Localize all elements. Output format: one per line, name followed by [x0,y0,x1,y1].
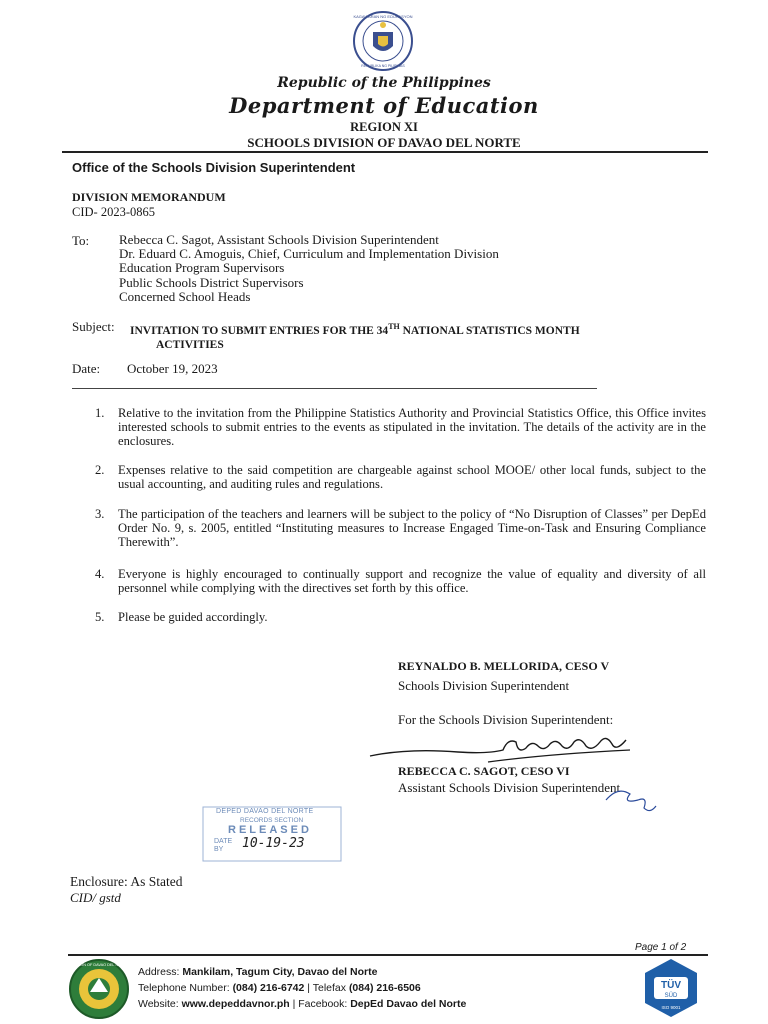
paragraph-number: 4. [95,567,105,581]
stamp-date: 10-19-23 [242,836,305,851]
stamp-status: RELEASED [228,824,312,836]
recipient-item: Education Program Supervisors [119,260,285,276]
recipient-list [119,233,499,304]
website-label: Website: [138,998,182,1010]
tuv-certification-icon [640,957,702,1019]
stamp-labels [214,838,232,854]
stamp-line1: DEPED DAVAO DEL NORTE [216,808,314,815]
paragraph-text: The participation of the teachers and learners will be subject to the policy of “No Disruption of Classes” per DepEd Order No. 9, s. 2005, entitled “Instituting measures to Increase Engaged Time-on-Task and Ensuring Compliance Therewith”. [118,507,706,550]
tuv-iso: ISO 9001 [661,1005,681,1010]
recipient-item: Rebecca C. Sagot, Assistant Schools Division Superintendent [119,232,439,247]
signatory2-title: Assistant Schools Division Superintendent [398,780,621,795]
body-paragraph [95,406,707,450]
subject-superscript: TH [388,322,400,331]
subject-label: Subject: [72,319,115,334]
division-logo-text: DIVISION OF DAVAO DEL NORTE [69,963,129,967]
stamp-date-label: DATE [214,838,233,845]
facebook-label: | Facebook: [289,998,351,1010]
body-paragraph [95,507,707,551]
signatory2-name: REBECCA C. SAGOT, CESO VI [398,764,570,778]
office-name: Office of the Schools Division Superintendent [72,160,356,175]
body-paragraph [95,567,707,597]
header-republic: Republic of the Philippines [277,75,491,91]
footer-phone [138,982,421,994]
paragraph-text: Relative to the invitation from the Philippine Statistics Authority and Provincial Statistics Office, this Office invites interested schools to submit entries to the events as stipulated in the invitation. The details of the activity are in the enclosures. [118,406,706,449]
recipient-item: Public Schools District Supervisors [119,274,304,290]
stamp-line2: RECORDS SECTION [240,817,304,824]
paragraph-text: Please be guided accordingly. [118,610,268,624]
body-paragraph [95,610,707,626]
date-label: Date: [72,361,101,376]
tuv-sub: SÜD [664,993,678,999]
subject-line2: ACTIVITIES [156,338,224,351]
seal-subtext: REPUBLIKA NG PILIPINAS [361,64,405,68]
paragraph-number: 5. [95,610,105,624]
released-stamp [202,806,342,862]
stamp-by-label: BY [214,846,224,853]
recipient-item: Concerned School Heads [119,288,251,304]
footer-address [138,966,377,978]
seal-text: KAGAWARAN NG EDUKASYON [353,14,413,19]
memo-number: CID- 2023-0865 [72,205,155,219]
header-region: REGION XI [350,120,418,134]
for-line: For the Schools Division Superintendent: [398,712,614,727]
to-label: To: [72,233,90,248]
division-logo [68,958,130,1020]
initials-ref: CID/ gstd [70,890,121,905]
subject-part: NATIONAL STATISTICS MONTH [399,324,580,337]
paragraph-number: 1. [95,406,105,420]
subject-text [130,320,700,352]
enclosure: Enclosure: As Stated [70,874,183,889]
phone-value: (084) 216-6742 [232,982,305,994]
subject-part: INVITATION TO SUBMIT ENTRIES FOR THE 34 [130,324,389,337]
page-number: Page 1 of 2 [635,942,687,953]
facebook-link[interactable]: DepEd Davao del Norte [350,998,467,1010]
recipient-item: Dr. Eduard C. Amoguis, Chief, Curriculum and Implementation Division [119,246,499,262]
footer-web [138,998,466,1010]
signatory-name: REYNALDO B. MELLORIDA, CESO V [398,659,610,673]
signatory-title: Schools Division Superintendent [398,678,570,693]
telefax-label: | Telefax [304,982,349,994]
fax-value: (084) 216-6506 [348,982,421,994]
paragraph-text: Everyone is highly encouraged to continually support and recognize the value of equality and diversity of all personnel while complying with the directives set forth by this office. [118,567,706,596]
header-department: Department of Education [229,93,539,118]
address-label: Address: [138,966,183,978]
memo-date: October 19, 2023 [127,361,218,376]
tuv-brand: TÜV [661,980,681,991]
phone-label: Telephone Number: [138,982,233,994]
paragraph-number: 2. [95,463,105,477]
website-link[interactable]: www.depeddavnor.ph [181,998,290,1010]
memo-type: DIVISION MEMORANDUM [72,190,226,204]
paragraph-number: 3. [95,507,105,521]
address-value: Mankilam, Tagum City, Davao del Norte [182,966,378,978]
paragraph-text: Expenses relative to the said competition are chargeable against school MOOE/ other local funds, subject to the usual accounting, and auditing rules and regulations. [118,463,706,492]
header-divider [62,151,708,153]
header-division: SCHOOLS DIVISION OF DAVAO DEL NORTE [247,135,521,150]
deped-seal-logo [352,10,414,72]
handwritten-initials [598,778,678,818]
date-divider [72,388,597,389]
footer-divider [68,954,708,956]
body-paragraph [95,463,707,493]
